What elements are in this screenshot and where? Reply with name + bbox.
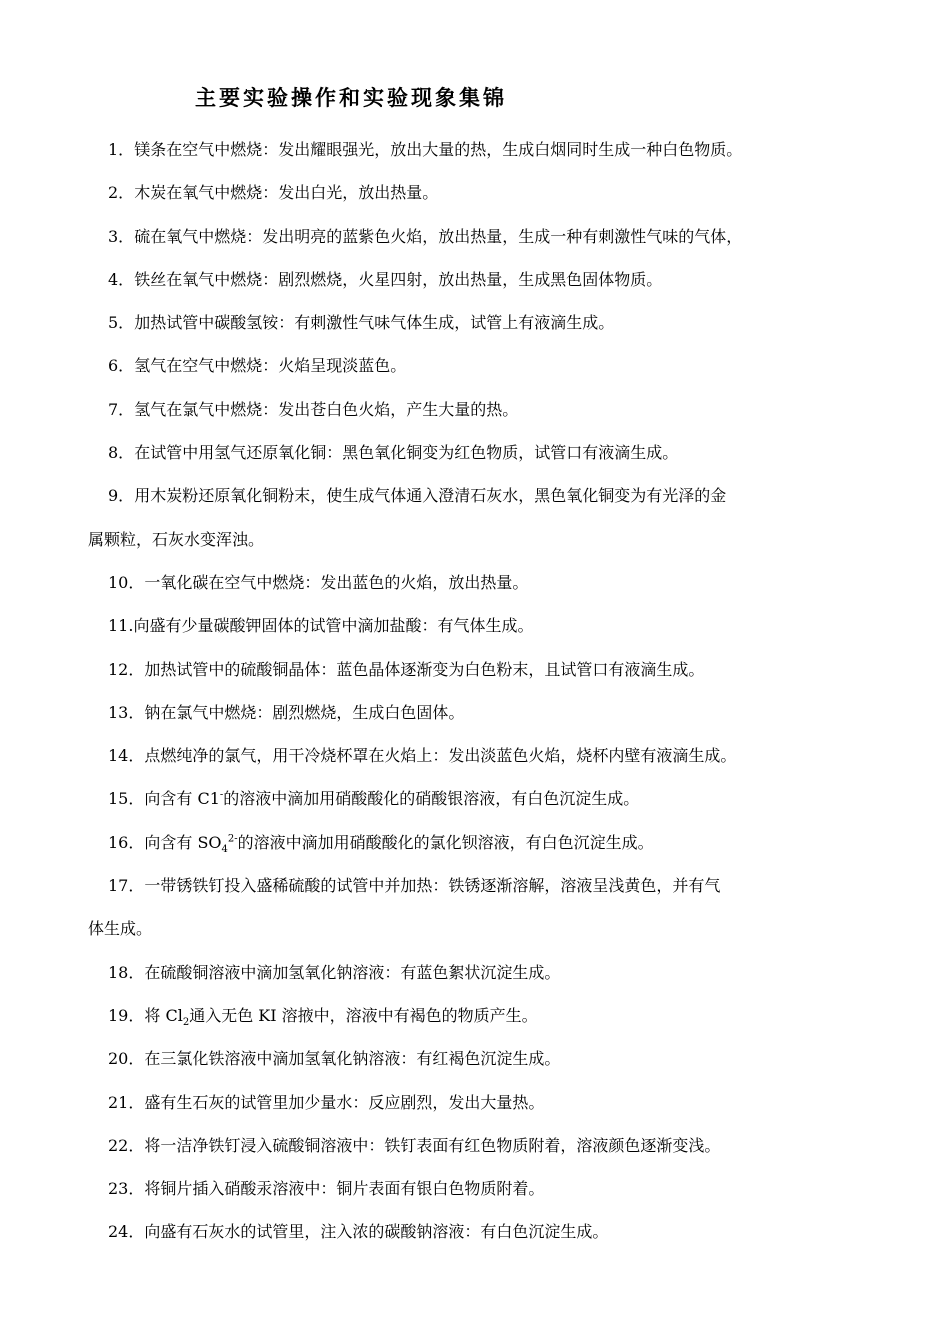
list-item (88, 648, 863, 691)
document-title: 主要实验操作和实验现象集锦 (195, 85, 507, 110)
item-number: 2． (108, 183, 135, 203)
superscript: - (219, 790, 224, 802)
item-text: 将铜片插入硝酸汞溶液中：铜片表面有银白色物质附着。 (144, 1179, 545, 1199)
list-item (88, 344, 863, 387)
item-number: 20． (108, 1049, 145, 1069)
item-number: 14． (108, 746, 145, 766)
list-item (88, 1081, 863, 1124)
list-item (88, 994, 863, 1037)
list-item (88, 777, 863, 820)
list-item (88, 951, 863, 994)
item-text: 一带锈铁钉投入盛稀硫酸的试管中并加热：铁锈逐渐溶解，溶液呈浅黄色，并有气 (144, 876, 721, 896)
list-item (88, 1167, 863, 1210)
item-text: 的溶液中滴加用硝酸酸化的硝酸银溶液，有白色沉淀生成。 (223, 789, 640, 809)
item-text: 通入无色 KI 溶掖中，溶液中有褐色的物质产生。 (189, 1005, 538, 1025)
item-text: 向含有 SO (144, 832, 222, 852)
item-text: 氢气在空气中燃烧：火焰呈现淡蓝色。 (134, 356, 407, 376)
item-number: 19． (108, 1005, 145, 1025)
item-number: 8． (108, 443, 135, 463)
item-number: 6． (108, 356, 135, 376)
item-text: 将 Cl (144, 1005, 183, 1025)
item-number: 5． (108, 313, 135, 333)
item-number: 24． (108, 1222, 145, 1242)
item-text: 的溶液中滴加用硝酸酸化的氯化钡溶液，有白色沉淀生成。 (237, 832, 654, 852)
item-number: 22． (108, 1135, 145, 1155)
list-item (88, 864, 863, 907)
item-number: 21． (108, 1092, 145, 1112)
item-number: 13． (108, 702, 145, 722)
list-item (88, 561, 863, 604)
list-item (88, 215, 863, 258)
item-text: 用木炭粉还原氧化铜粉末，使生成气体通入澄清石灰水，黑色氧化铜变为有光泽的金 (134, 486, 727, 506)
item-number: 12． (108, 659, 145, 679)
item-number: 18． (108, 962, 145, 982)
item-number: 16． (108, 832, 145, 852)
subscript: 4 (221, 843, 228, 855)
superscript: 2- (227, 833, 238, 845)
item-text: 向含有 C1 (144, 789, 220, 809)
item-text: 氢气在氯气中燃烧：发出苍白色火焰，产生大量的热。 (134, 399, 519, 419)
item-text: 一氧化碳在空气中燃烧：发出蓝色的火焰，放出热量。 (144, 572, 529, 592)
list-item (88, 821, 863, 864)
item-text: 加热试管中碳酸氢铵：有刺激性气味气体生成，试管上有液滴生成。 (134, 313, 615, 333)
item-text: 向盛有少量碳酸钾固体的试管中滴加盐酸：有气体生成。 (133, 616, 534, 636)
item-text: 在三氯化铁溶液中滴加氢氧化钠溶液：有红褐色沉淀生成。 (144, 1049, 561, 1069)
item-text: 将一洁净铁钉浸入硫酸铜溶液中：铁钉表面有红色物质附着，溶液颜色逐渐变浅。 (144, 1135, 721, 1155)
item-text: 加热试管中的硫酸铜晶体：蓝色晶体逐渐变为白色粉末，且试管口有液滴生成。 (144, 659, 705, 679)
list-item (88, 258, 863, 301)
item-number: 3． (108, 226, 135, 246)
item-text: 钠在氯气中燃烧：剧烈燃烧，生成白色固体。 (144, 702, 465, 722)
item-number: 7． (108, 399, 135, 419)
list-item (88, 691, 863, 734)
list-item (88, 301, 863, 344)
item-text: 点燃纯净的氯气，用干冷烧杯罩在火焰上：发出淡蓝色火焰，烧杯内壁有液滴生成。 (144, 746, 737, 766)
item-text: 在试管中用氢气还原氧化铜：黑色氧化铜变为红色物质，试管口有液滴生成。 (134, 443, 679, 463)
item-text: 在硫酸铜溶液中滴加氢氧化钠溶液：有蓝色絮状沉淀生成。 (144, 962, 561, 982)
list-item-continuation: 体生成。 (88, 919, 153, 939)
item-text: 镁条在空气中燃烧：发出耀眼强光，放出大量的热，生成白烟同时生成一种白色物质。 (134, 140, 743, 159)
list-item-continuation: 属颗粒，石灰水变浑浊。 (88, 529, 265, 549)
item-number: 4． (108, 269, 135, 289)
list-item (88, 1124, 863, 1167)
item-text: 硫在氧气中燃烧：发出明亮的蓝紫色火焰，放出热量，生成一种有刺激性气味的气体， (134, 226, 743, 246)
list-item (88, 604, 863, 647)
list-item (88, 128, 863, 171)
list-item (88, 734, 863, 777)
subscript: 2 (182, 1017, 190, 1029)
item-number: 10． (108, 572, 145, 592)
experiment-list (88, 128, 863, 1254)
item-number: 17． (108, 876, 145, 896)
item-text: 木炭在氧气中燃烧：发出白光，放出热量。 (134, 183, 439, 203)
item-text: 盛有生石灰的试管里加少量水：反应剧烈，发出大量热。 (144, 1092, 545, 1112)
item-text: 向盛有石灰水的试管里，注入浓的碳酸钠溶液：有白色沉淀生成。 (144, 1222, 609, 1242)
item-number: 15． (108, 789, 145, 809)
list-item (88, 171, 863, 214)
item-number: 23． (108, 1179, 145, 1199)
list-item (88, 474, 863, 517)
item-number: 1． (108, 140, 135, 159)
item-number: 11. (108, 616, 134, 636)
list-item (88, 431, 863, 474)
item-number: 9． (108, 486, 135, 506)
list-item (88, 1037, 863, 1080)
item-text: 铁丝在氧气中燃烧：剧烈燃烧，火星四射，放出热量，生成黑色固体物质。 (134, 269, 663, 289)
list-item (88, 1210, 863, 1253)
list-item (88, 388, 863, 431)
